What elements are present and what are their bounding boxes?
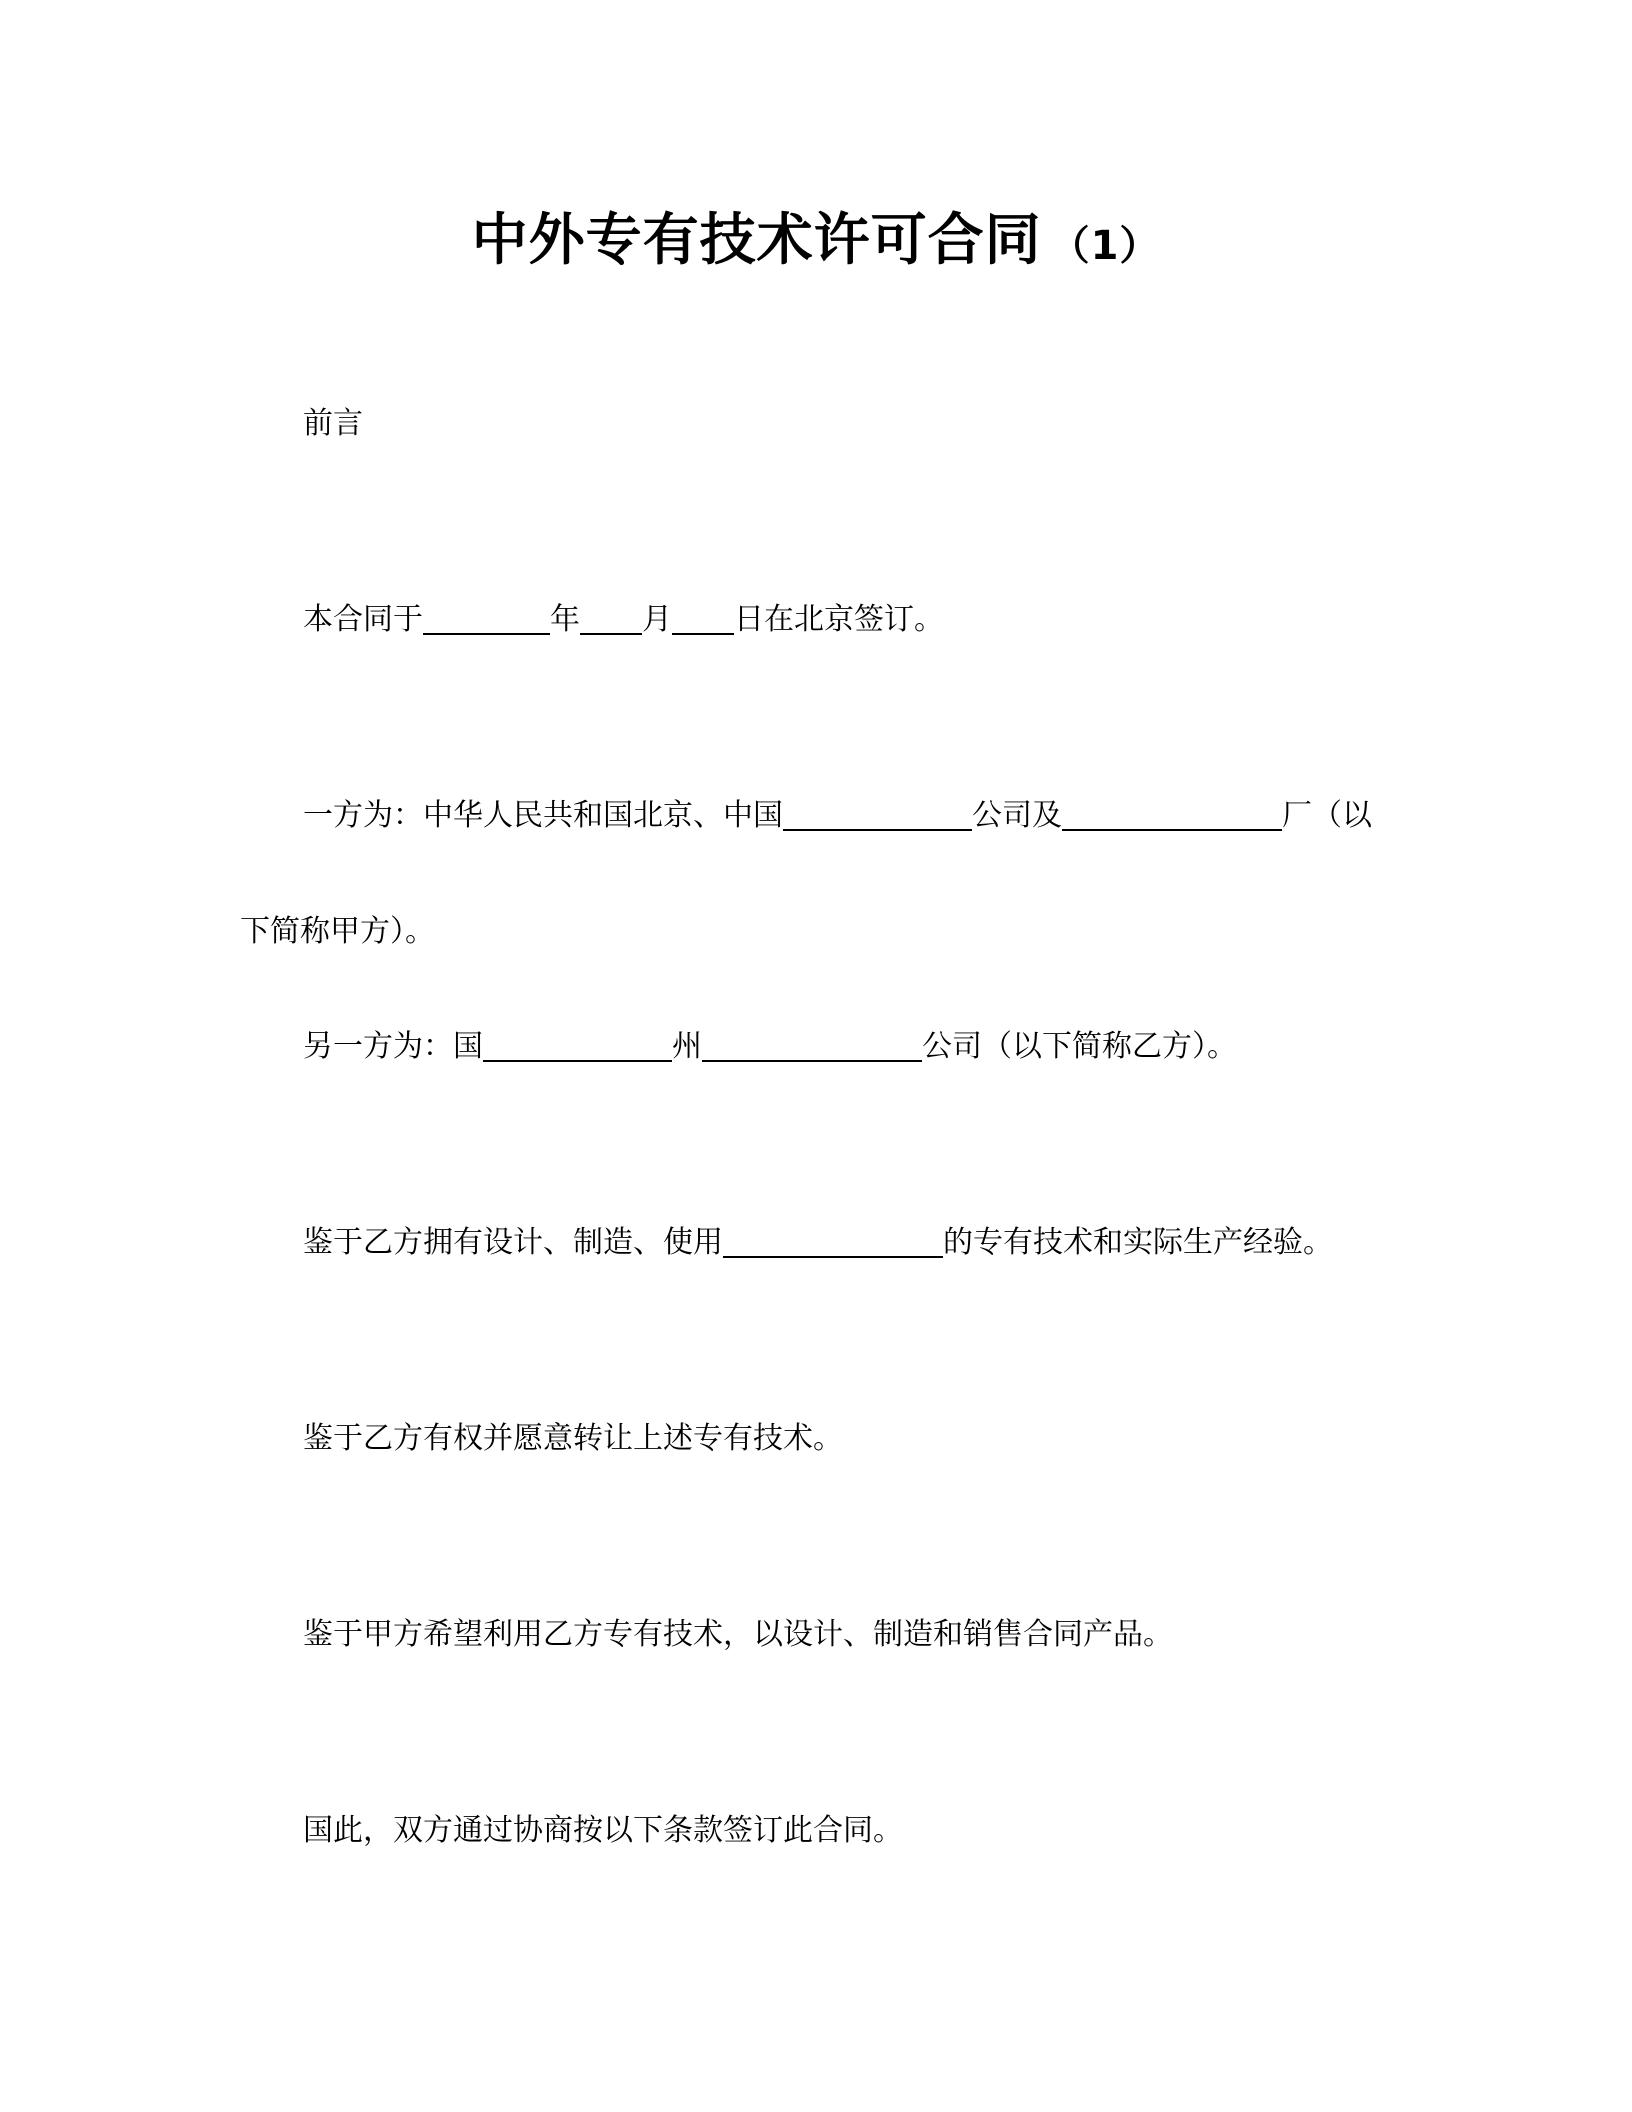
signing-prefix: 本合同于 (303, 602, 423, 637)
month-blank[interactable] (580, 601, 642, 635)
party-a-company-blank[interactable] (783, 797, 972, 831)
recital-1-prefix: 鉴于乙方拥有设计、制造、使用 (303, 1225, 723, 1260)
party-a-continuation-text: 下简称甲方）。 (240, 914, 435, 949)
party-a-clause (303, 796, 1372, 836)
recital-1 (303, 1223, 1333, 1263)
day-blank[interactable] (672, 601, 734, 635)
document-title (0, 196, 1632, 276)
day-place-text: 日在北京签订。 (734, 602, 944, 637)
preface-heading (303, 404, 363, 444)
recital-3-text: 鉴于甲方希望利用乙方专有技术，以设计、制造和销售合同产品。 (303, 1617, 1173, 1652)
party-b-state-blank[interactable] (702, 1028, 922, 1062)
party-b-clause (303, 1027, 1237, 1067)
recital-2 (303, 1419, 843, 1459)
party-a-prefix: 一方为：中华人民共和国北京、中国 (303, 798, 783, 833)
recital-3 (303, 1615, 1173, 1655)
product-blank[interactable] (723, 1224, 943, 1258)
party-b-prefix: 另一方为：国 (303, 1029, 483, 1064)
title-suffix: （1） (1049, 223, 1161, 269)
year-blank[interactable] (423, 601, 550, 635)
signing-clause (303, 600, 944, 640)
party-a-factory-blank[interactable] (1062, 797, 1282, 831)
preface-heading-text: 前言 (303, 406, 363, 441)
conclusion-text: 国此，双方通过协商按以下条款签订此合同。 (303, 1813, 903, 1848)
recital-2-text: 鉴于乙方有权并愿意转让上述专有技术。 (303, 1421, 843, 1456)
recital-1-suffix: 的专有技术和实际生产经验。 (943, 1225, 1333, 1260)
party-b-state-label: 州 (672, 1029, 702, 1064)
conclusion (303, 1811, 903, 1851)
party-a-company-label: 公司及 (972, 798, 1062, 833)
month-label: 月 (642, 602, 672, 637)
party-b-company-label: 公司（以下简称乙方）。 (922, 1029, 1237, 1064)
party-a-factory-label: 厂（以 (1282, 798, 1372, 833)
title-text: 中外专有技术许可合同 (471, 208, 1042, 273)
party-a-continuation (240, 912, 435, 952)
year-label: 年 (550, 602, 580, 637)
party-b-country-blank[interactable] (483, 1028, 672, 1062)
